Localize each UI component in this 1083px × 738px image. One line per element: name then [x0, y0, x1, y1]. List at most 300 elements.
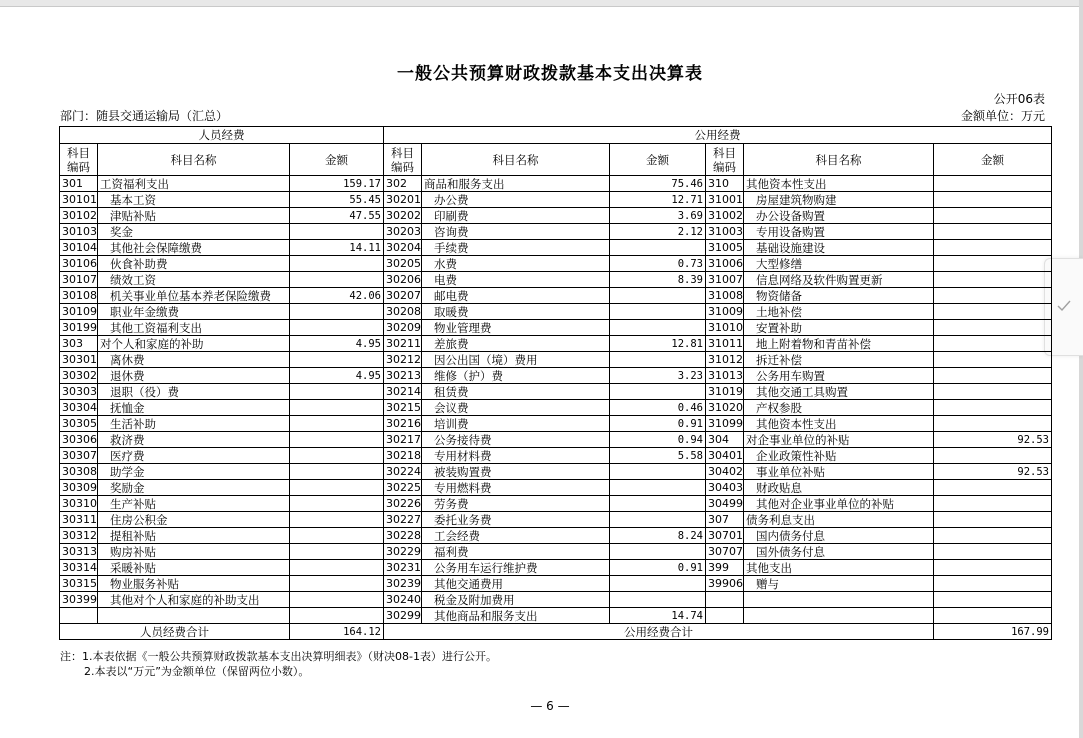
cell-amount: 4.95	[290, 336, 384, 352]
table-row	[60, 592, 1052, 608]
cell-code: 30308	[60, 464, 98, 480]
cell-name: 职业年金缴费	[98, 304, 290, 320]
cell-code	[706, 608, 744, 624]
cell-code: 31006	[706, 256, 744, 272]
cell-code: 30109	[60, 304, 98, 320]
cell-code: 30312	[60, 528, 98, 544]
cell-code: 30403	[706, 480, 744, 496]
table-row	[60, 336, 1052, 352]
cell-amount	[290, 400, 384, 416]
cell-amount	[610, 320, 706, 336]
cell-name: 福利费	[422, 544, 610, 560]
cell-name: 机关事业单位基本养老保险缴费	[98, 288, 290, 304]
cell-name: 对企事业单位的补贴	[744, 432, 934, 448]
cell-code: 30299	[384, 608, 422, 624]
col-name-header: 科目名称	[98, 144, 290, 176]
cell-name: 津贴补贴	[98, 208, 290, 224]
cell-name: 财政贴息	[744, 480, 934, 496]
cell-code	[706, 592, 744, 608]
cell-code: 304	[706, 432, 744, 448]
cell-name: 绩效工资	[98, 272, 290, 288]
cell-name: 地上附着物和青苗补偿	[744, 336, 934, 352]
cell-amount	[290, 432, 384, 448]
table-row	[60, 320, 1052, 336]
cell-code: 30303	[60, 384, 98, 400]
cell-amount: 55.45	[290, 192, 384, 208]
cell-amount	[290, 224, 384, 240]
table-row	[60, 384, 1052, 400]
cell-name: 拆迁补偿	[744, 352, 934, 368]
cell-name: 信息网络及软件购置更新	[744, 272, 934, 288]
cell-name: 手续费	[422, 240, 610, 256]
cell-code: 30214	[384, 384, 422, 400]
cell-name: 工资福利支出	[98, 176, 290, 192]
cell-code: 31008	[706, 288, 744, 304]
cell-amount: 0.91	[610, 416, 706, 432]
cell-code: 30231	[384, 560, 422, 576]
cell-code: 31009	[706, 304, 744, 320]
cell-code: 30211	[384, 336, 422, 352]
cell-amount	[934, 240, 1052, 256]
cell-name: 退职（役）费	[98, 384, 290, 400]
cell-name: 其他对个人和家庭的补助支出	[98, 592, 290, 608]
cell-code: 30402	[706, 464, 744, 480]
cell-code: 30203	[384, 224, 422, 240]
cell-code: 30229	[384, 544, 422, 560]
cell-code: 30201	[384, 192, 422, 208]
table-row	[60, 192, 1052, 208]
cell-name: 赠与	[744, 576, 934, 592]
cell-amount	[934, 560, 1052, 576]
cell-name: 会议费	[422, 400, 610, 416]
cell-code: 30213	[384, 368, 422, 384]
cell-name: 电费	[422, 272, 610, 288]
cell-name: 其他资本性支出	[744, 176, 934, 192]
check-icon	[1057, 299, 1071, 313]
cell-name: 物业管理费	[422, 320, 610, 336]
cell-code: 30305	[60, 416, 98, 432]
cell-code: 30707	[706, 544, 744, 560]
table-row	[60, 368, 1052, 384]
cell-name: 专用燃料费	[422, 480, 610, 496]
cell-name: 事业单位补贴	[744, 464, 934, 480]
cell-code: 30215	[384, 400, 422, 416]
footnote-2: 2.本表以“万元”为金额单位（保留两位小数）。	[84, 665, 310, 678]
cell-code: 30103	[60, 224, 98, 240]
cell-code: 30104	[60, 240, 98, 256]
cell-name: 专用设备购置	[744, 224, 934, 240]
cell-code: 30107	[60, 272, 98, 288]
cell-amount	[290, 304, 384, 320]
cell-amount	[934, 256, 1052, 272]
cell-amount	[934, 400, 1052, 416]
table-row	[60, 576, 1052, 592]
table-row	[60, 176, 1052, 192]
cell-name: 国外债务付息	[744, 544, 934, 560]
cell-code: 30310	[60, 496, 98, 512]
cell-amount	[934, 304, 1052, 320]
cell-code: 30199	[60, 320, 98, 336]
table-row	[60, 272, 1052, 288]
cell-amount: 92.53	[934, 464, 1052, 480]
table-row	[60, 256, 1052, 272]
cell-name: 其他对企业事业单位的补贴	[744, 496, 934, 512]
cell-code: 31012	[706, 352, 744, 368]
cell-code: 310	[706, 176, 744, 192]
cell-amount	[934, 384, 1052, 400]
cell-name: 基础设施建设	[744, 240, 934, 256]
cell-amount	[290, 592, 384, 608]
cell-code: 303	[60, 336, 98, 352]
cell-code: 30309	[60, 480, 98, 496]
cell-amount: 42.06	[290, 288, 384, 304]
viewer-top-edge	[0, 0, 1083, 7]
cell-name: 产权参股	[744, 400, 934, 416]
cell-code: 31001	[706, 192, 744, 208]
table-row	[60, 544, 1052, 560]
cell-name: 公务用车购置	[744, 368, 934, 384]
cell-name: 企业政策性补贴	[744, 448, 934, 464]
totals-row	[60, 624, 1052, 640]
cell-code: 31003	[706, 224, 744, 240]
cell-amount	[610, 288, 706, 304]
cell-name: 邮电费	[422, 288, 610, 304]
cell-name: 劳务费	[422, 496, 610, 512]
cell-amount	[610, 384, 706, 400]
cell-name: 土地补偿	[744, 304, 934, 320]
cell-amount	[290, 608, 384, 624]
cell-name: 退休费	[98, 368, 290, 384]
cell-name: 提租补贴	[98, 528, 290, 544]
cell-code: 30227	[384, 512, 422, 528]
cell-amount	[934, 608, 1052, 624]
cell-amount	[290, 496, 384, 512]
cell-code: 30239	[384, 576, 422, 592]
cell-code: 30226	[384, 496, 422, 512]
cell-code: 30108	[60, 288, 98, 304]
cell-name: 安置补助	[744, 320, 934, 336]
cell-code: 31007	[706, 272, 744, 288]
cell-amount	[934, 576, 1052, 592]
cell-amount	[934, 544, 1052, 560]
cell-amount	[290, 576, 384, 592]
cell-name: 公务用车运行维护费	[422, 560, 610, 576]
cell-code: 399	[706, 560, 744, 576]
cell-amount: 14.74	[610, 608, 706, 624]
table-row	[60, 528, 1052, 544]
cell-name: 基本工资	[98, 192, 290, 208]
cell-name: 采暖补贴	[98, 560, 290, 576]
cell-amount: 3.69	[610, 208, 706, 224]
public-total-label: 公用经费合计	[384, 624, 934, 640]
cell-name: 对个人和家庭的补助	[98, 336, 290, 352]
cell-amount: 8.39	[610, 272, 706, 288]
cell-name: 债务利息支出	[744, 512, 934, 528]
page-title: 一般公共预算财政拨款基本支出决算表	[397, 64, 703, 84]
cell-amount	[934, 192, 1052, 208]
table-row	[60, 400, 1052, 416]
cell-amount	[610, 352, 706, 368]
cell-code: 30701	[706, 528, 744, 544]
personnel-total-label: 人员经费合计	[60, 624, 290, 640]
cell-amount	[290, 256, 384, 272]
cell-code: 30499	[706, 496, 744, 512]
cell-amount	[290, 464, 384, 480]
public-total-amount: 167.99	[934, 624, 1052, 640]
col-name-header: 科目名称	[744, 144, 934, 176]
cell-code: 30225	[384, 480, 422, 496]
cell-code: 31011	[706, 336, 744, 352]
cell-name: 救济费	[98, 432, 290, 448]
col-amount-header: 金额	[290, 144, 384, 176]
cell-amount	[610, 512, 706, 528]
cell-amount: 0.73	[610, 256, 706, 272]
cell-amount	[934, 288, 1052, 304]
cell-name: 取暖费	[422, 304, 610, 320]
cell-name: 办公设备购置	[744, 208, 934, 224]
cell-amount	[610, 480, 706, 496]
cell-amount: 14.11	[290, 240, 384, 256]
cell-amount	[290, 320, 384, 336]
table-row	[60, 224, 1052, 240]
table-row	[60, 480, 1052, 496]
cell-name: 其他商品和服务支出	[422, 608, 610, 624]
table-row	[60, 352, 1052, 368]
cell-code: 30102	[60, 208, 98, 224]
cell-amount	[934, 336, 1052, 352]
cell-amount: 2.12	[610, 224, 706, 240]
unit-label: 金额单位：万元	[960, 109, 1045, 123]
col-amount-header: 金额	[934, 144, 1052, 176]
section-public: 公用经费	[384, 127, 1052, 144]
cell-amount: 0.94	[610, 432, 706, 448]
cell-name: 税金及附加费用	[422, 592, 610, 608]
cell-amount	[610, 576, 706, 592]
cell-name	[98, 608, 290, 624]
cell-code: 30301	[60, 352, 98, 368]
cell-amount	[610, 592, 706, 608]
cell-code: 30202	[384, 208, 422, 224]
cell-code: 31020	[706, 400, 744, 416]
cell-name: 其他工资福利支出	[98, 320, 290, 336]
table-row	[60, 288, 1052, 304]
cell-code: 30206	[384, 272, 422, 288]
cell-code: 301	[60, 176, 98, 192]
cell-amount	[290, 544, 384, 560]
cell-amount	[610, 304, 706, 320]
cell-code: 302	[384, 176, 422, 192]
cell-code: 31019	[706, 384, 744, 400]
cell-name: 生产补贴	[98, 496, 290, 512]
cell-code	[60, 608, 98, 624]
cell-name: 培训费	[422, 416, 610, 432]
cell-code: 31099	[706, 416, 744, 432]
table-row	[60, 512, 1052, 528]
cell-name: 委托业务费	[422, 512, 610, 528]
cell-amount	[934, 480, 1052, 496]
cell-code: 30101	[60, 192, 98, 208]
expenditure-table	[59, 126, 1052, 640]
table-row	[60, 240, 1052, 256]
cell-amount	[290, 560, 384, 576]
cell-name: 大型修缮	[744, 256, 934, 272]
viewer-scrollbar[interactable]	[1079, 0, 1083, 738]
cell-amount	[934, 416, 1052, 432]
cell-amount: 47.55	[290, 208, 384, 224]
cell-name: 其他社会保障缴费	[98, 240, 290, 256]
cell-amount: 5.58	[610, 448, 706, 464]
cell-name: 商品和服务支出	[422, 176, 610, 192]
cell-code: 30302	[60, 368, 98, 384]
cell-amount	[290, 448, 384, 464]
cell-name: 办公费	[422, 192, 610, 208]
cell-amount	[934, 272, 1052, 288]
cell-code: 30216	[384, 416, 422, 432]
cell-name: 助学金	[98, 464, 290, 480]
cell-name: 因公出国（境）费用	[422, 352, 610, 368]
table-row	[60, 416, 1052, 432]
cell-code: 30217	[384, 432, 422, 448]
cell-name: 其他资本性支出	[744, 416, 934, 432]
cell-amount	[290, 480, 384, 496]
cell-name: 房屋建筑物购建	[744, 192, 934, 208]
section-header-row	[60, 127, 1052, 144]
col-amount-header: 金额	[610, 144, 706, 176]
cell-code: 30218	[384, 448, 422, 464]
cell-name: 专用材料费	[422, 448, 610, 464]
cell-code: 31010	[706, 320, 744, 336]
cell-amount	[934, 176, 1052, 192]
cell-name: 印刷费	[422, 208, 610, 224]
cell-name: 公务接待费	[422, 432, 610, 448]
cell-name	[744, 592, 934, 608]
cell-name: 维修（护）费	[422, 368, 610, 384]
cell-amount	[290, 528, 384, 544]
table-row	[60, 608, 1052, 624]
cell-code: 30311	[60, 512, 98, 528]
section-personnel: 人员经费	[60, 127, 384, 144]
cell-name: 水费	[422, 256, 610, 272]
cell-code: 30315	[60, 576, 98, 592]
cell-name	[744, 608, 934, 624]
cell-amount	[610, 544, 706, 560]
cell-name: 国内债务付息	[744, 528, 934, 544]
cell-code: 30224	[384, 464, 422, 480]
cell-name: 奖金	[98, 224, 290, 240]
cell-amount	[934, 368, 1052, 384]
cell-amount	[610, 496, 706, 512]
cell-amount: 4.95	[290, 368, 384, 384]
cell-name: 其他交通工具购置	[744, 384, 934, 400]
cell-amount: 8.24	[610, 528, 706, 544]
table-row	[60, 496, 1052, 512]
footnotes	[60, 649, 497, 679]
cell-name: 差旅费	[422, 336, 610, 352]
cell-amount	[290, 512, 384, 528]
cell-amount	[290, 416, 384, 432]
cell-name: 物资储备	[744, 288, 934, 304]
cell-name: 住房公积金	[98, 512, 290, 528]
cell-amount	[934, 592, 1052, 608]
cell-code: 30399	[60, 592, 98, 608]
table-row	[60, 448, 1052, 464]
cell-code: 30212	[384, 352, 422, 368]
cell-code: 30304	[60, 400, 98, 416]
table-row	[60, 208, 1052, 224]
personnel-total-amount: 164.12	[290, 624, 384, 640]
cell-amount: 12.81	[610, 336, 706, 352]
col-code-header: 科目编码	[706, 144, 744, 176]
cell-amount	[934, 208, 1052, 224]
cell-amount	[934, 496, 1052, 512]
cell-code: 30209	[384, 320, 422, 336]
cell-name: 伙食补助费	[98, 256, 290, 272]
cell-name: 生活补助	[98, 416, 290, 432]
cell-amount: 0.46	[610, 400, 706, 416]
cell-amount	[934, 528, 1052, 544]
doc-code: 公开06表	[993, 92, 1045, 106]
cell-name: 购房补贴	[98, 544, 290, 560]
cell-code: 30208	[384, 304, 422, 320]
cell-amount	[934, 352, 1052, 368]
cell-amount: 3.23	[610, 368, 706, 384]
cell-amount	[934, 224, 1052, 240]
cell-name: 工会经费	[422, 528, 610, 544]
cell-name: 医疗费	[98, 448, 290, 464]
cell-amount	[290, 352, 384, 368]
col-code-header: 科目编码	[384, 144, 422, 176]
cell-amount	[610, 464, 706, 480]
cell-name: 被装购置费	[422, 464, 610, 480]
department-label: 部门：随县交通运输局（汇总）	[60, 109, 229, 123]
cell-code: 30205	[384, 256, 422, 272]
footnote-1: 注：1.本表依据《一般公共预算财政拨款基本支出决算明细表》（财决08-1表）进行公开。	[60, 650, 497, 663]
table-row	[60, 432, 1052, 448]
cell-code: 30240	[384, 592, 422, 608]
cell-name: 其他交通费用	[422, 576, 610, 592]
cell-code: 307	[706, 512, 744, 528]
cell-name: 租赁费	[422, 384, 610, 400]
cell-name: 抚恤金	[98, 400, 290, 416]
cell-name: 奖励金	[98, 480, 290, 496]
column-header-row	[60, 144, 1052, 176]
table-row	[60, 464, 1052, 480]
cell-amount: 0.91	[610, 560, 706, 576]
col-name-header: 科目名称	[422, 144, 610, 176]
cell-code: 30401	[706, 448, 744, 464]
cell-code: 30207	[384, 288, 422, 304]
cell-name: 咨询费	[422, 224, 610, 240]
page-number: — 6 —	[530, 699, 570, 713]
table-row	[60, 304, 1052, 320]
cell-amount	[290, 272, 384, 288]
cell-amount: 159.17	[290, 176, 384, 192]
cell-amount	[610, 240, 706, 256]
cell-code: 31013	[706, 368, 744, 384]
cell-amount: 12.71	[610, 192, 706, 208]
cell-amount	[290, 384, 384, 400]
cell-code: 30228	[384, 528, 422, 544]
cell-code: 30314	[60, 560, 98, 576]
cell-amount	[934, 320, 1052, 336]
cell-code: 30204	[384, 240, 422, 256]
cell-code: 30306	[60, 432, 98, 448]
col-code-header: 科目编码	[60, 144, 98, 176]
table-row	[60, 560, 1052, 576]
cell-name: 离休费	[98, 352, 290, 368]
cell-code: 39906	[706, 576, 744, 592]
cell-name: 物业服务补贴	[98, 576, 290, 592]
